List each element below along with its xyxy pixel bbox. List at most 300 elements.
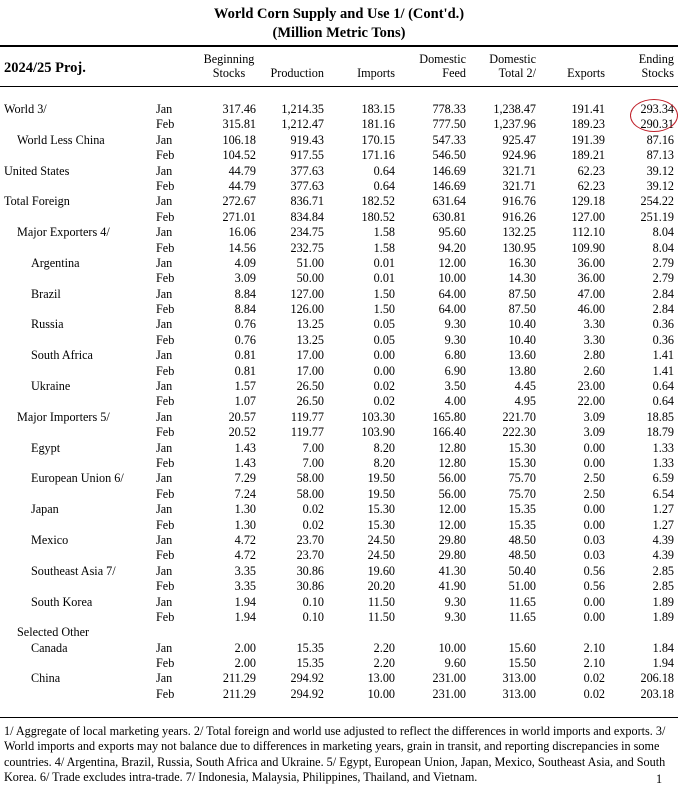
col-header-line: Total 2/ bbox=[498, 66, 536, 80]
month-label: Jan bbox=[156, 255, 173, 270]
table-cell: 112.10 bbox=[571, 225, 605, 240]
table-cell: 50.00 bbox=[296, 271, 324, 286]
table-cell: 12.80 bbox=[438, 455, 466, 470]
table-row bbox=[0, 117, 678, 132]
table-row bbox=[0, 256, 678, 271]
table-cell: 10.40 bbox=[508, 317, 536, 332]
table-cell: 2.84 bbox=[652, 302, 674, 317]
table-cell: 13.00 bbox=[367, 671, 395, 686]
table-row bbox=[0, 302, 678, 317]
table-cell: 0.64 bbox=[652, 379, 674, 394]
month-label: Feb bbox=[156, 332, 175, 347]
table-cell: 104.52 bbox=[222, 148, 256, 163]
month-label: Feb bbox=[156, 178, 175, 193]
table-cell: 0.02 bbox=[373, 394, 395, 409]
row-label: World Less China bbox=[17, 132, 105, 147]
table-cell: 0.02 bbox=[302, 517, 324, 532]
table-cell: 189.21 bbox=[571, 148, 605, 163]
table-cell: 254.22 bbox=[640, 194, 674, 209]
table-cell: 1.94 bbox=[652, 656, 674, 671]
table-cell: 377.63 bbox=[290, 163, 324, 178]
table-cell: 13.25 bbox=[296, 317, 324, 332]
table-row bbox=[0, 410, 678, 425]
table-cell: 1.30 bbox=[234, 502, 256, 517]
table-cell: 2.85 bbox=[652, 563, 674, 578]
table-row bbox=[0, 394, 678, 409]
table-cell: 1.57 bbox=[234, 379, 256, 394]
table-cell: 94.20 bbox=[438, 240, 466, 255]
month-label: Jan bbox=[156, 286, 173, 301]
table-cell: 9.30 bbox=[444, 594, 466, 609]
month-label: Feb bbox=[156, 148, 175, 163]
row-label: European Union 6/ bbox=[31, 471, 124, 486]
month-label: Feb bbox=[156, 117, 175, 132]
table-cell: 294.92 bbox=[290, 671, 324, 686]
table-row bbox=[0, 348, 678, 363]
table-cell: 15.35 bbox=[296, 656, 324, 671]
table-cell: 0.00 bbox=[583, 594, 605, 609]
table-cell: 4.00 bbox=[444, 394, 466, 409]
table-cell: 0.56 bbox=[583, 563, 605, 578]
table-row bbox=[0, 271, 678, 286]
table-cell: 272.67 bbox=[222, 194, 256, 209]
table-cell: 547.33 bbox=[432, 132, 466, 147]
table-cell: 16.30 bbox=[508, 255, 536, 270]
row-label: Japan bbox=[31, 502, 59, 517]
table-cell: 1.27 bbox=[652, 517, 674, 532]
table-cell: 62.23 bbox=[577, 163, 605, 178]
table-cell: 58.00 bbox=[296, 471, 324, 486]
table-cell: 87.13 bbox=[646, 148, 674, 163]
table-cell: 0.02 bbox=[583, 671, 605, 686]
table-cell: 50.40 bbox=[508, 563, 536, 578]
table-cell: 0.00 bbox=[583, 502, 605, 517]
month-label: Jan bbox=[156, 348, 173, 363]
table-row bbox=[0, 133, 678, 148]
month-label: Feb bbox=[156, 363, 175, 378]
table-cell: 211.29 bbox=[222, 686, 256, 701]
table-cell: 315.81 bbox=[222, 117, 256, 132]
table-row bbox=[0, 687, 678, 702]
table-cell: 0.00 bbox=[583, 517, 605, 532]
table-cell: 1.94 bbox=[234, 609, 256, 624]
table-cell: 231.00 bbox=[432, 686, 466, 701]
month-label: Feb bbox=[156, 686, 175, 701]
table-cell: 24.50 bbox=[367, 532, 395, 547]
table-cell: 9.30 bbox=[444, 317, 466, 332]
table-cell: 924.96 bbox=[502, 148, 536, 163]
table-cell: 293.34 bbox=[640, 102, 674, 116]
table-row bbox=[0, 564, 678, 579]
row-label: Selected Other bbox=[17, 625, 90, 640]
table-cell: 0.36 bbox=[652, 332, 674, 347]
month-label: Feb bbox=[156, 548, 175, 563]
table-cell: 919.43 bbox=[290, 132, 324, 147]
table-cell: 126.00 bbox=[290, 302, 324, 317]
table-row bbox=[0, 595, 678, 610]
table-cell: 10.00 bbox=[438, 271, 466, 286]
table-cell: 10.40 bbox=[508, 332, 536, 347]
table-row bbox=[0, 671, 678, 686]
table-cell: 39.12 bbox=[646, 178, 674, 193]
table-cell: 0.81 bbox=[234, 363, 256, 378]
table-cell: 8.20 bbox=[373, 455, 395, 470]
table-cell: 20.20 bbox=[367, 579, 395, 594]
table-cell: 0.02 bbox=[302, 502, 324, 517]
table-cell: 58.00 bbox=[296, 486, 324, 501]
table-cell: 127.00 bbox=[290, 286, 324, 301]
table-cell: 3.35 bbox=[234, 563, 256, 578]
col-header-line: Domestic bbox=[489, 52, 536, 66]
table-cell: 41.90 bbox=[438, 579, 466, 594]
table-cell: 87.16 bbox=[646, 132, 674, 147]
table-cell: 0.03 bbox=[583, 532, 605, 547]
table-cell: 13.25 bbox=[296, 332, 324, 347]
table-cell: 4.72 bbox=[234, 532, 256, 547]
row-label: Major Importers 5/ bbox=[17, 409, 110, 424]
table-cell: 9.30 bbox=[444, 332, 466, 347]
table-cell: 0.81 bbox=[234, 348, 256, 363]
table-cell: 777.50 bbox=[432, 117, 466, 132]
row-label: Egypt bbox=[31, 440, 61, 455]
table-cell: 1.58 bbox=[373, 225, 395, 240]
table-cell: 15.30 bbox=[367, 502, 395, 517]
table-cell: 1.07 bbox=[234, 394, 256, 409]
table-cell: 6.80 bbox=[444, 348, 466, 363]
table-cell: 9.30 bbox=[444, 609, 466, 624]
month-label: Jan bbox=[156, 194, 173, 209]
table-cell: 2.00 bbox=[234, 640, 256, 655]
month-label: Jan bbox=[156, 163, 173, 178]
table-title: World Corn Supply and Use 1/ (Cont'd.) bbox=[213, 6, 465, 22]
table-cell: 47.00 bbox=[577, 286, 605, 301]
table-cell: 23.70 bbox=[296, 532, 324, 547]
row-label: United States bbox=[4, 163, 70, 178]
month-label: Feb bbox=[156, 656, 175, 671]
footnotes bbox=[4, 724, 674, 786]
table-cell: 20.57 bbox=[228, 409, 256, 424]
table-row bbox=[0, 441, 678, 456]
table-cell: 23.70 bbox=[296, 548, 324, 563]
table-cell: 0.02 bbox=[373, 379, 395, 394]
table-cell: 1.89 bbox=[652, 594, 674, 609]
table-cell: 1.41 bbox=[652, 363, 674, 378]
month-label: Jan bbox=[156, 132, 173, 147]
table-cell: 221.70 bbox=[502, 409, 536, 424]
month-label: Jan bbox=[156, 225, 173, 240]
table-cell: 1.89 bbox=[652, 609, 674, 624]
table-cell: 127.00 bbox=[571, 209, 605, 224]
table-cell: 2.60 bbox=[583, 363, 605, 378]
table-cell: 191.39 bbox=[571, 132, 605, 147]
month-label: Feb bbox=[156, 609, 175, 624]
table-cell: 377.63 bbox=[290, 178, 324, 193]
table-cell: 46.00 bbox=[577, 302, 605, 317]
table-cell: 2.50 bbox=[583, 471, 605, 486]
table-cell: 146.69 bbox=[432, 163, 466, 178]
table-cell: 15.30 bbox=[367, 517, 395, 532]
table-cell: 7.00 bbox=[302, 455, 324, 470]
table-cell: 14.56 bbox=[228, 240, 256, 255]
table-cell: 1.33 bbox=[652, 455, 674, 470]
month-label: Feb bbox=[156, 209, 175, 224]
table-cell: 313.00 bbox=[502, 686, 536, 701]
table-cell: 4.45 bbox=[514, 379, 536, 394]
table-cell: 8.04 bbox=[652, 240, 674, 255]
table-cell: 15.35 bbox=[508, 517, 536, 532]
table-cell: 211.29 bbox=[222, 671, 256, 686]
table-cell: 0.64 bbox=[373, 163, 395, 178]
month-label: Feb bbox=[156, 455, 175, 470]
table-row bbox=[0, 610, 678, 625]
table-cell: 3.09 bbox=[234, 271, 256, 286]
table-cell: 1.27 bbox=[652, 502, 674, 517]
table-cell: 234.75 bbox=[290, 225, 324, 240]
table-cell: 206.18 bbox=[640, 671, 674, 686]
table-cell: 30.86 bbox=[296, 563, 324, 578]
table-cell: 1.43 bbox=[234, 455, 256, 470]
table-cell: 24.50 bbox=[367, 548, 395, 563]
table-cell: 1.50 bbox=[373, 286, 395, 301]
table-cell: 51.00 bbox=[508, 579, 536, 594]
month-label: Feb bbox=[156, 271, 175, 286]
table-cell: 75.70 bbox=[508, 471, 536, 486]
table-cell: 15.35 bbox=[508, 502, 536, 517]
col-header-domestic-feed bbox=[419, 52, 466, 80]
month-label: Feb bbox=[156, 579, 175, 594]
table-cell: 103.30 bbox=[361, 409, 395, 424]
table-cell: 1.84 bbox=[652, 640, 674, 655]
row-label: Argentina bbox=[31, 255, 80, 270]
table-row bbox=[0, 148, 678, 163]
table-cell: 103.90 bbox=[361, 425, 395, 440]
table-cell: 0.00 bbox=[373, 363, 395, 378]
table-row bbox=[0, 548, 678, 563]
row-label: World 3/ bbox=[4, 102, 47, 116]
month-label: Jan bbox=[156, 471, 173, 486]
col-header-line: Feed bbox=[442, 66, 466, 80]
table-cell: 2.50 bbox=[583, 486, 605, 501]
month-label: Feb bbox=[156, 425, 175, 440]
table-cell: 191.41 bbox=[571, 102, 605, 116]
row-label: Southeast Asia 7/ bbox=[31, 563, 116, 578]
table-cell: 10.00 bbox=[367, 686, 395, 701]
table-cell: 6.54 bbox=[652, 486, 674, 501]
row-label: Total Foreign bbox=[4, 194, 70, 209]
table-cell: 4.09 bbox=[234, 255, 256, 270]
table-cell: 180.52 bbox=[361, 209, 395, 224]
col-header-line: Stocks bbox=[641, 66, 674, 80]
table-cell: 146.69 bbox=[432, 178, 466, 193]
table-cell: 294.92 bbox=[290, 686, 324, 701]
table-row bbox=[0, 287, 678, 302]
table-cell: 16.06 bbox=[228, 225, 256, 240]
month-label: Jan bbox=[156, 317, 173, 332]
table-cell: 4.72 bbox=[234, 548, 256, 563]
row-label: Brazil bbox=[31, 286, 61, 301]
table-cell: 9.60 bbox=[444, 656, 466, 671]
table-cell: 4.39 bbox=[652, 532, 674, 547]
table-cell: 251.19 bbox=[640, 209, 674, 224]
table-cell: 916.76 bbox=[502, 194, 536, 209]
col-header-domestic-total bbox=[489, 52, 536, 80]
table-cell: 3.50 bbox=[444, 379, 466, 394]
table-cell: 2.80 bbox=[583, 348, 605, 363]
table-cell: 1,238.47 bbox=[493, 102, 536, 116]
table-cell: 1.43 bbox=[234, 440, 256, 455]
month-label: Jan bbox=[156, 563, 173, 578]
month-label: Jan bbox=[156, 671, 173, 686]
table-row bbox=[0, 241, 678, 256]
table-cell: 630.81 bbox=[432, 209, 466, 224]
table-cell: 0.00 bbox=[583, 609, 605, 624]
table-cell: 317.46 bbox=[222, 102, 256, 116]
col-header-line: Beginning bbox=[203, 52, 255, 66]
table-cell: 10.00 bbox=[438, 640, 466, 655]
table-cell: 20.52 bbox=[228, 425, 256, 440]
row-label: China bbox=[31, 671, 61, 686]
table-cell: 17.00 bbox=[296, 363, 324, 378]
month-label: Jan bbox=[156, 594, 173, 609]
table-cell: 29.80 bbox=[438, 532, 466, 547]
table-cell: 4.95 bbox=[514, 394, 536, 409]
table-cell: 0.01 bbox=[373, 271, 395, 286]
col-header-exports: Exports bbox=[567, 66, 605, 80]
table-cell: 231.00 bbox=[432, 671, 466, 686]
table-cell: 0.36 bbox=[652, 317, 674, 332]
table-cell: 3.35 bbox=[234, 579, 256, 594]
table-cell: 1,237.96 bbox=[493, 117, 536, 132]
table-cell: 12.80 bbox=[438, 440, 466, 455]
col-header-imports: Imports bbox=[357, 66, 395, 80]
table-row bbox=[0, 164, 678, 179]
table-cell: 1.58 bbox=[373, 240, 395, 255]
table-cell: 166.40 bbox=[432, 425, 466, 440]
table-cell: 0.01 bbox=[373, 255, 395, 270]
table-cell: 3.30 bbox=[583, 332, 605, 347]
table-cell: 39.12 bbox=[646, 163, 674, 178]
table-cell: 631.64 bbox=[432, 194, 466, 209]
table-cell: 1.94 bbox=[234, 594, 256, 609]
table-cell: 0.10 bbox=[302, 609, 324, 624]
table-cell: 13.80 bbox=[508, 363, 536, 378]
table-cell: 64.00 bbox=[438, 302, 466, 317]
table-cell: 62.23 bbox=[577, 178, 605, 193]
month-label: Feb bbox=[156, 240, 175, 255]
table-row bbox=[0, 641, 678, 656]
table-subtitle: (Million Metric Tons) bbox=[272, 25, 406, 41]
table-row bbox=[0, 502, 678, 517]
table-cell: 15.30 bbox=[508, 455, 536, 470]
table-row bbox=[0, 425, 678, 440]
table-cell: 8.20 bbox=[373, 440, 395, 455]
table-cell: 2.20 bbox=[373, 656, 395, 671]
table-cell: 8.84 bbox=[234, 286, 256, 301]
table-cell: 15.30 bbox=[508, 440, 536, 455]
table-cell: 2.10 bbox=[583, 656, 605, 671]
table-cell: 8.84 bbox=[234, 302, 256, 317]
table-row bbox=[0, 379, 678, 394]
table-cell: 313.00 bbox=[502, 671, 536, 686]
table-cell: 129.18 bbox=[571, 194, 605, 209]
table-cell: 19.60 bbox=[367, 563, 395, 578]
table-row bbox=[0, 179, 678, 194]
red-annotation-circle bbox=[630, 99, 678, 132]
table-cell: 183.15 bbox=[361, 102, 395, 116]
table-cell: 36.00 bbox=[577, 271, 605, 286]
table-cell: 106.18 bbox=[222, 132, 256, 147]
table-cell: 2.20 bbox=[373, 640, 395, 655]
table-row bbox=[0, 656, 678, 671]
table-cell: 222.30 bbox=[502, 425, 536, 440]
month-label: Jan bbox=[156, 409, 173, 424]
table-row bbox=[0, 210, 678, 225]
table-cell: 18.85 bbox=[646, 409, 674, 424]
table-cell: 836.71 bbox=[290, 194, 324, 209]
col-header-line: Ending bbox=[638, 52, 674, 66]
table-row bbox=[0, 471, 678, 486]
table-cell: 321.71 bbox=[502, 178, 536, 193]
table-cell: 1.30 bbox=[234, 517, 256, 532]
table-cell: 2.00 bbox=[234, 656, 256, 671]
table-cell: 203.18 bbox=[640, 686, 674, 701]
table-cell: 11.65 bbox=[509, 609, 536, 624]
table-cell: 64.00 bbox=[438, 286, 466, 301]
table-cell: 0.05 bbox=[373, 317, 395, 332]
table-cell: 925.47 bbox=[502, 132, 536, 147]
table-row bbox=[0, 333, 678, 348]
table-cell: 44.79 bbox=[228, 163, 256, 178]
table-cell: 109.90 bbox=[571, 240, 605, 255]
table-cell: 0.64 bbox=[373, 178, 395, 193]
table-cell: 181.16 bbox=[361, 117, 395, 132]
table-cell: 11.65 bbox=[509, 594, 536, 609]
table-cell: 119.77 bbox=[290, 409, 324, 424]
table-cell: 3.09 bbox=[583, 425, 605, 440]
table-cell: 56.00 bbox=[438, 471, 466, 486]
table-row bbox=[0, 456, 678, 471]
month-label: Jan bbox=[156, 102, 173, 116]
table-cell: 18.79 bbox=[646, 425, 674, 440]
table-cell: 2.84 bbox=[652, 286, 674, 301]
row-label: Mexico bbox=[31, 532, 69, 547]
table-cell: 41.30 bbox=[438, 563, 466, 578]
month-label: Feb bbox=[156, 517, 175, 532]
table-cell: 6.59 bbox=[652, 471, 674, 486]
table-cell: 22.00 bbox=[577, 394, 605, 409]
table-cell: 132.25 bbox=[502, 225, 536, 240]
table-cell: 1,212.47 bbox=[281, 117, 324, 132]
table-cell: 15.35 bbox=[296, 640, 324, 655]
table-cell: 75.70 bbox=[508, 486, 536, 501]
table-cell: 0.56 bbox=[583, 579, 605, 594]
table-cell: 19.50 bbox=[367, 471, 395, 486]
table-cell: 6.90 bbox=[444, 363, 466, 378]
table-body bbox=[0, 102, 678, 702]
table-row bbox=[0, 102, 678, 117]
table-cell: 13.60 bbox=[508, 348, 536, 363]
table-cell: 2.10 bbox=[583, 640, 605, 655]
table-cell: 11.50 bbox=[368, 594, 395, 609]
table-cell: 0.76 bbox=[234, 317, 256, 332]
col-header-ending-stocks bbox=[639, 52, 674, 80]
table-cell: 834.84 bbox=[290, 209, 324, 224]
table-cell: 7.00 bbox=[302, 440, 324, 455]
row-label: Major Exporters 4/ bbox=[17, 225, 110, 240]
col-header-beginning-stocks bbox=[190, 52, 268, 80]
table-row bbox=[0, 225, 678, 240]
table-cell: 2.79 bbox=[652, 271, 674, 286]
